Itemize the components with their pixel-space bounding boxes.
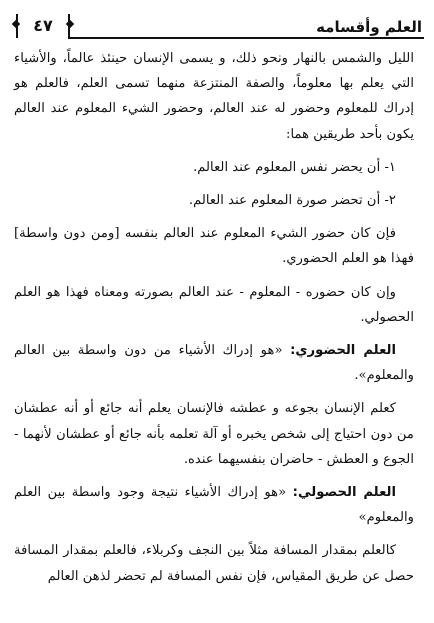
definition-acquired bbox=[14, 480, 414, 530]
running-title: العلم وأقسامه bbox=[316, 18, 422, 36]
definition-acquired-text: «هو إدراك الأشياء نتيجة وجود واسطة بين العلم والمعلوم» bbox=[14, 485, 414, 526]
example-hunger-paragraph: كعلم الإنسان بجوعه و عطشه فالإنسان يعلم أنه جائع أو أنه عطشان من دون احتياج إلى شخص يخبره أو آلة تعلمه بأنه جائع أو عطشان لأنهما - الجوع و العطش - حاضران بنفسيهما عنده. bbox=[14, 401, 414, 467]
header-rule bbox=[68, 37, 424, 39]
list-item-2: ٢- أن تحضر صورة المعلوم عند العالم. bbox=[188, 193, 396, 209]
definition-direct-text: «هو إدراك الأشياء من دون واسطة بين العالم والمعلوم». bbox=[14, 343, 414, 384]
definition-direct bbox=[14, 338, 414, 388]
definition-direct-term: العلم الحضوري: bbox=[290, 343, 396, 359]
example-distance-paragraph: كالعلم بمقدار المسافة مثلاً بين النجف وكربلاء، فالعلم بمقدار المسافة حصل عن طريق المقياس، فإن نفس المسافة لم تحضر لذهن العالم bbox=[14, 543, 414, 584]
list-item-1: ١- أن يحضر نفس المعلوم عند العالم. bbox=[193, 159, 396, 175]
paragraph-acquired-knowledge: وإن كان حضوره - المعلوم - عند العالم بصورته ومعناه فهذا هو العلم الحصولي. bbox=[14, 284, 414, 325]
page-body bbox=[14, 46, 414, 589]
definition-acquired-term: العلم الحصولي: bbox=[292, 485, 396, 501]
page-header bbox=[10, 14, 424, 44]
paragraph-direct-knowledge: فإن كان حضور الشيء المعلوم عند العالم بنفسه [ومن دون واسطة] فهذا هو العلم الحضوري. bbox=[14, 226, 414, 267]
page-number: ٤٧ bbox=[16, 14, 70, 38]
intro-paragraph: الليل والشمس بالنهار ونحو ذلك، و يسمى الإنسان حينئذ عالماً، والأشياء التي يعلم بها معلوماً، والصفة المنتزعة منهما تسمى العلم، فالعلم هو إدراك للمعلوم وحضور له عند العالم، وحضور الشيء المعلوم عند العالم يكون بأحد طريقين هما: bbox=[14, 51, 414, 142]
